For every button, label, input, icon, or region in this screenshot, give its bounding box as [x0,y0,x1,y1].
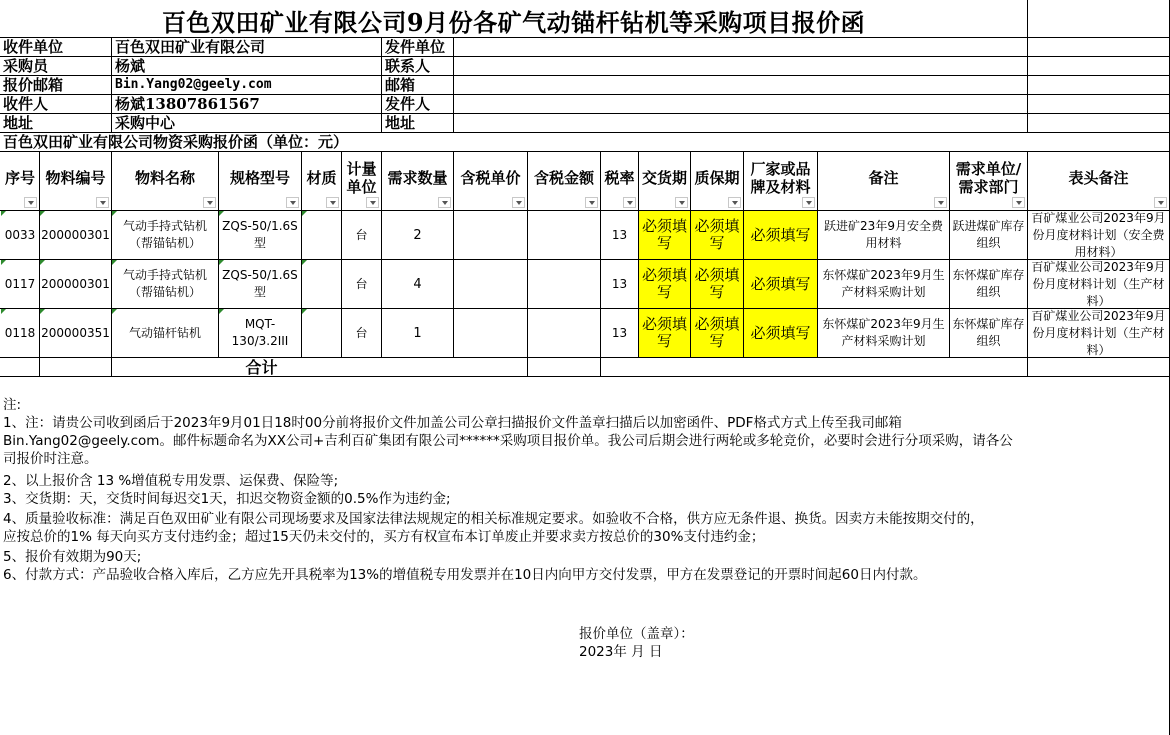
filter-dropdown-icon[interactable] [286,197,299,208]
header-label: 备注 [868,169,899,187]
note-line: 司报价时注意。 [3,451,98,467]
cell-marker-icon [219,309,224,314]
contact-label: 联系人 [385,57,431,75]
header-label: 含税金额 [533,169,594,187]
header-col-qty [382,152,453,210]
header-label: 表头备注 [1068,169,1129,187]
sender-value[interactable] [454,95,1027,113]
cell-tax: 13 [611,227,628,242]
cell-qty: 4 [413,276,422,292]
cell-spec: ZQS-50/1.6S型 [222,219,298,250]
header-col-remark [818,152,949,210]
cell-amount[interactable] [528,309,600,357]
cell-marker-icon [302,211,307,216]
cell-marker-icon [302,260,307,265]
cell-brand[interactable]: 必须填写 [744,309,817,357]
filter-dropdown-icon[interactable] [802,197,815,208]
table-subtitle: 百色双田矿业有限公司物资采购报价函（单位：元） [3,133,349,151]
cell-no: 0118 [4,325,36,340]
cell-no: 0033 [4,227,36,242]
cell-delivery[interactable]: 必须填写 [639,309,690,357]
filter-dropdown-icon[interactable] [24,197,37,208]
cell-brand[interactable]: 必须填写 [744,211,817,259]
filter-dropdown-icon[interactable] [1012,197,1025,208]
cell-code: 200000301 [41,276,110,291]
cell-code: 200000301 [41,227,110,242]
address2-value[interactable] [454,114,1027,132]
page-title: 百色双田矿业有限公司9月份各矿气动锚杆钻机等采购项目报价函 [161,8,866,35]
cell-tax: 13 [611,325,628,340]
filter-dropdown-icon[interactable] [623,197,636,208]
cell-marker-icon [112,260,117,265]
cell-marker-icon [40,309,45,314]
cell-price[interactable] [454,309,527,357]
filter-dropdown-icon[interactable] [203,197,216,208]
cell-unit: 台 [355,227,368,242]
cell-material[interactable] [302,260,341,308]
receiver-unit-value[interactable]: 百色双田矿业有限公司 [115,38,266,56]
sender-unit-value[interactable] [454,38,1027,56]
filter-dropdown-icon[interactable] [934,197,947,208]
cell-name: 气动手持式钻机（帮锚钻机） [122,268,207,299]
cell-warranty[interactable]: 必须填写 [691,211,743,259]
header-col-price [454,152,527,210]
contact-value[interactable] [454,57,1027,75]
header-label: 质保期 [694,169,740,187]
cell-name: 气动锚杆钻机 [128,325,201,340]
signature-unit-label: 报价单位（盖章）： [579,626,694,642]
buyer-value[interactable]: 杨斌 [115,57,146,75]
note-line: 6、付款方式：产品验收合格入库后，乙方应先开具税率为13%的增值税专用发票并在10日内向甲方交付发票，甲方在发票登记的开票时间起60日内付款。 [3,567,927,583]
cell-unit: 台 [355,276,368,291]
header-label: 材质 [306,169,337,187]
cell-material[interactable] [302,211,341,259]
mail-label: 邮箱 [385,76,416,94]
filter-dropdown-icon[interactable] [366,197,379,208]
filter-dropdown-icon[interactable] [728,197,741,208]
header-col-material [302,152,341,210]
cell-spec: MQT-130/3.2III [231,317,289,348]
signature-date: 2023年 月 日 [579,644,663,660]
header-label: 计量单位 [346,160,377,196]
cell-delivery[interactable]: 必须填写 [639,260,690,308]
buyer-label: 采购员 [3,57,49,75]
note-line: 4、质量验收标准：满足百色双田矿业有限公司现场要求及国家法律法规规定的相关标准规定要求。如验收不合格，供方应无条件退、换货。因卖方未能按期交付的， [3,511,984,527]
email-value[interactable]: Bin.Yang02@geely.com [115,77,272,92]
filter-dropdown-icon[interactable] [675,197,688,208]
header-col-no [1,152,39,210]
sender-label: 发件人 [385,95,431,113]
header-col-spec [219,152,301,210]
cell-name: 气动手持式钻机（帮锚钻机） [122,219,207,250]
cell-marker-icon [1,211,6,216]
email-label: 报价邮箱 [3,76,64,94]
cell-marker-icon [112,211,117,216]
filter-dropdown-icon[interactable] [1154,197,1167,208]
cell-qty: 1 [413,325,422,341]
cell-warranty[interactable]: 必须填写 [691,309,743,357]
header-col-amount [528,152,600,210]
note-line: 1、注：请贵公司收到函后于2023年9月01日18时00分前将报价文件加盖公司公章扫描报价文件盖章扫描后以加密函件、PDF格式方式上传至我司邮箱 [3,415,902,431]
header-label: 物料编号 [45,169,106,187]
cell-dept: 东怀煤矿库存组织 [952,268,1025,299]
cell-amount[interactable] [528,260,600,308]
cell-qty: 2 [413,227,422,243]
cell-remark: 跃进矿23年9月安全费用材料 [824,219,943,250]
header-label: 需求单位/需求部门 [955,160,1022,196]
header-label: 交货期 [641,169,687,187]
filter-dropdown-icon[interactable] [438,197,451,208]
note-line: 5、报价有效期为90天; [3,549,142,565]
cell-header-remark: 百矿煤业公司2023年9月份月度材料计划（生产材料） [1031,260,1166,308]
cell-spec: ZQS-50/1.6S型 [222,268,298,299]
cell-marker-icon [112,309,117,314]
grid-line [0,376,1170,377]
header-col-name [112,152,218,210]
note-line: 3、交货期：天，交货时间每迟交1天，扣迟交物资金额的0.5%作为违约金; [3,491,451,507]
header-label: 需求数量 [387,169,448,187]
cell-brand[interactable]: 必须填写 [744,260,817,308]
cell-header-remark: 百矿煤业公司2023年9月份月度材料计划（生产材料） [1031,309,1166,357]
filter-dropdown-icon[interactable] [326,197,339,208]
cell-marker-icon [1,260,6,265]
address-value[interactable]: 采购中心 [115,114,176,132]
mail-value[interactable] [454,76,1027,94]
cell-price[interactable] [454,260,527,308]
header-col-dept [950,152,1027,210]
header-col-brand [744,152,817,210]
cell-marker-icon [40,260,45,265]
cell-dept: 跃进煤矿库存组织 [952,219,1025,250]
header-label: 税率 [604,169,635,187]
header-label: 物料名称 [134,169,195,187]
cell-tax: 13 [611,276,628,291]
header-col-warranty [691,152,743,210]
address-label: 地址 [3,114,34,132]
filter-dropdown-icon[interactable] [512,197,525,208]
cell-marker-icon [219,260,224,265]
cell-warranty[interactable]: 必须填写 [691,260,743,308]
note-line: 注: [3,397,22,413]
cell-no: 0117 [4,276,36,291]
cell-marker-icon [302,309,307,314]
cell-price[interactable] [454,211,527,259]
header-label: 序号 [4,169,35,187]
cell-remark: 东怀煤矿2023年9月生产材料采购计划 [822,268,945,299]
total-amount[interactable] [527,358,600,376]
total-label: 合计 [245,358,278,376]
sender-unit-label: 发件单位 [385,38,446,56]
cell-marker-icon [219,211,224,216]
cell-amount[interactable] [528,211,600,259]
receiver-unit-label: 收件单位 [3,38,64,56]
header-col-header-remark [1028,152,1169,210]
header-col-code [40,152,111,210]
cell-dept: 东怀煤矿库存组织 [952,317,1025,348]
cell-code: 200000351 [41,325,110,340]
note-line: Bin.Yang02@geely.com。邮件标题命名为XX公司+吉利百矿集团有限公司******采购项目报价单。我公司后期会进行两轮或多轮竞价，必要时会进行分项采购，请各公 [3,433,1013,449]
cell-header-remark: 百矿煤业公司2023年9月份月度材料计划（安全费用材料） [1031,211,1166,259]
cell-remark: 东怀煤矿2023年9月生产材料采购计划 [822,317,945,348]
cell-unit: 台 [355,325,368,340]
recipient-value[interactable]: 杨斌13807861567 [115,95,260,113]
header-label: 规格型号 [229,169,290,187]
filter-dropdown-icon[interactable] [585,197,598,208]
header-col-delivery [639,152,690,210]
note-line: 2、以上报价含 13 %增值税专用发票、运保费、保险等; [3,473,339,489]
cell-marker-icon [1,309,6,314]
header-label: 含税单价 [460,169,521,187]
address2-label: 地址 [385,114,416,132]
grid-line [1027,37,1028,132]
recipient-label: 收件人 [3,95,49,113]
note-line: 应按总价的1% 每天向买方支付违约金；超过15天仍未交付的，买方有权宣布本订单废止并要求卖方按总价的30%支付违约金； [3,529,765,545]
header-col-tax [601,152,638,210]
header-col-unit [342,152,381,210]
grid-line [1027,0,1028,37]
header-label: 厂家或品牌及材料 [750,160,811,196]
cell-delivery[interactable]: 必须填写 [639,211,690,259]
filter-dropdown-icon[interactable] [96,197,109,208]
cell-marker-icon [40,211,45,216]
cell-material[interactable] [302,309,341,357]
